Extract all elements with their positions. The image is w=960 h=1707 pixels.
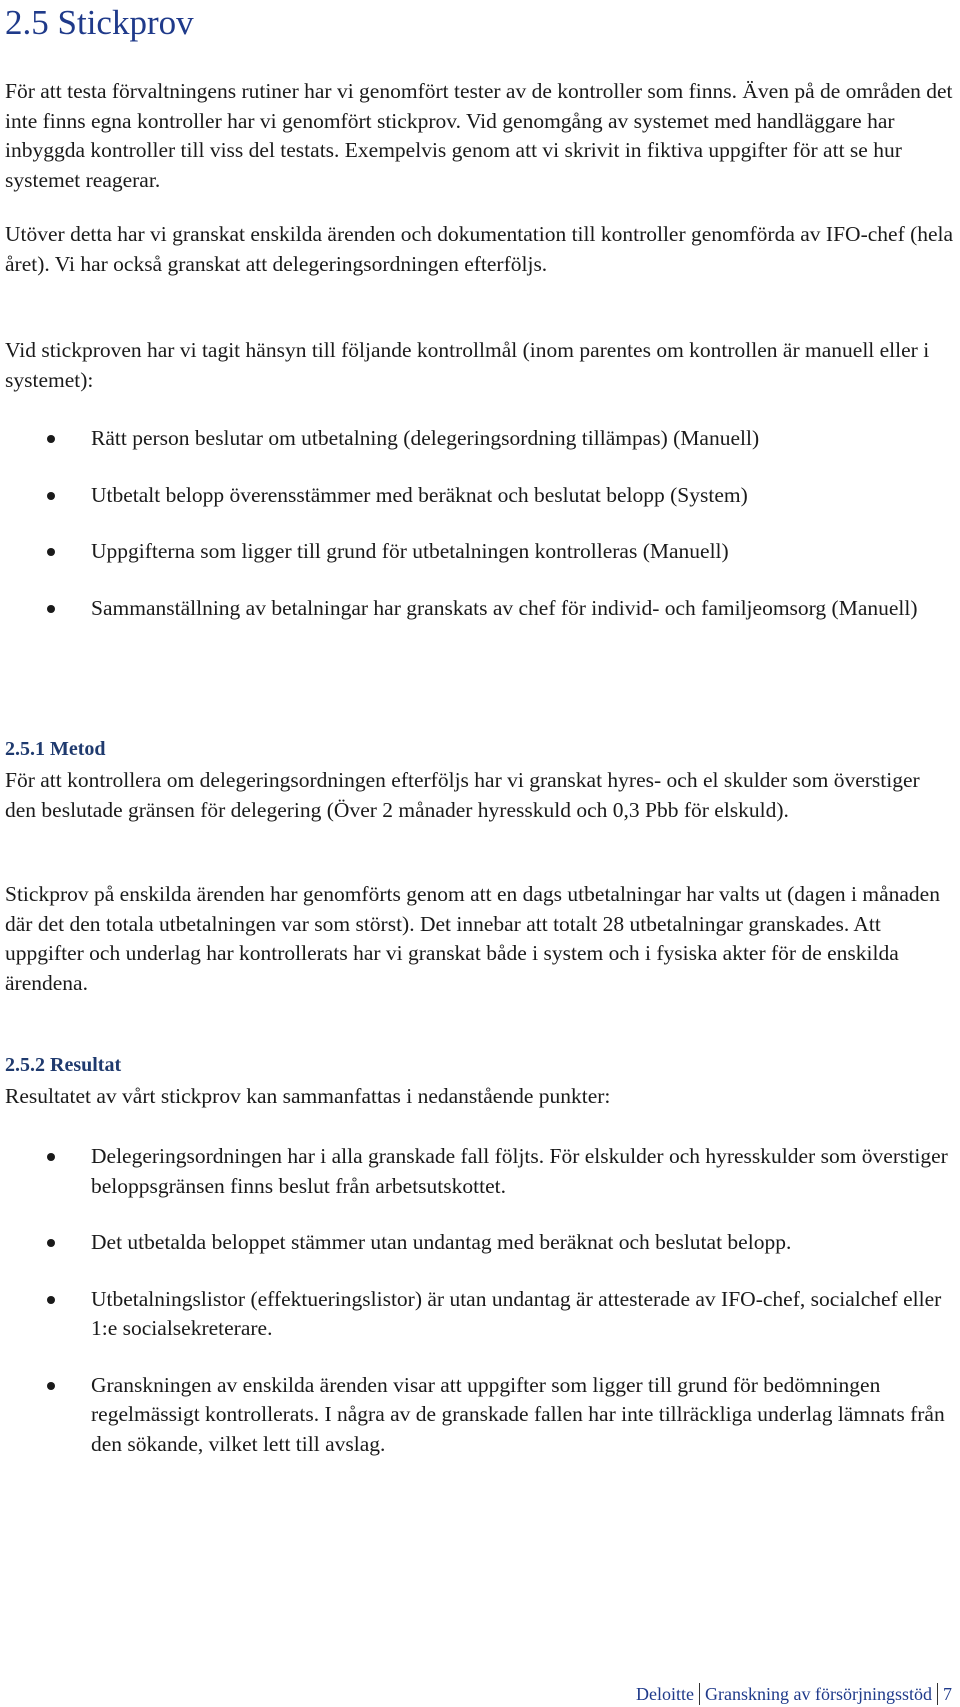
paragraph-intro: För att testa förvaltningens rutiner har vi genomfört tester av de kontroller som finns. Även på de områden det inte finns egna kontroller har vi genomfört stickprov. Vid genomgång av systemet med handläggare har inbyggda kontroller till viss del testats. Exempelvis genom att vi skrivit in fiktiva uppgifter för att se hur systemet reagerar. xyxy=(5,79,953,192)
paragraph-metod-2: Stickprov på enskilda ärenden har genomförts genom att en dags utbetalningar har valts ut (dagen i månaden där det den totala utbetalningen var som störst). Det innebar att totalt 28 utbetalningar granskades. Att uppgifter och underlag har kontrollerats har vi granskat både i system och i fysiska akter för de enskilda ärendena. xyxy=(5,882,940,995)
bullet-icon xyxy=(47,548,55,556)
resultat-heading: 2.5.2 Resultat xyxy=(5,1054,122,1076)
list-item: Utbetalt belopp överensstämmer med beräknat och beslutat belopp (System) xyxy=(0,481,951,511)
list-item: Sammanställning av betalningar har granskats av chef för individ- och familjeomsorg (Manuell) xyxy=(0,594,951,624)
footer-divider xyxy=(937,1683,938,1705)
list-item: Delegeringsordningen har i alla granskade fall följts. För elskulder och hyresskulder som överstiger beloppsgränsen finns beslut från arbetsutskottet. xyxy=(0,1142,951,1201)
list-item: Rätt person beslutar om utbetalning (delegeringsordning tillämpas) (Manuell) xyxy=(0,424,951,454)
paragraph-resultat-intro: Resultatet av vårt stickprov kan sammanfattas i nedanstående punkter: xyxy=(5,1084,611,1108)
list-item: Det utbetalda beloppet stämmer utan undantag med beräknat och beslutat belopp. xyxy=(0,1228,951,1258)
bullet-icon xyxy=(47,1239,55,1247)
list-item: Utbetalningslistor (effektueringslistor) är utan undantag är attesterade av IFO-chef, socialchef eller 1:e socialsekreterare. xyxy=(0,1285,951,1344)
bullet-icon xyxy=(47,1382,55,1390)
bullet-icon xyxy=(47,435,55,443)
resultat-list xyxy=(0,1142,960,1459)
list-item: Granskningen av enskilda ärenden visar att uppgifter som ligger till grund för bedömningen regelmässigt kontrollerats. I några av de granskade fallen har inte tillräckliga underlag lämnats från den sökande, vilket lett till avslag. xyxy=(0,1371,951,1460)
paragraph-control-goals: Vid stickproven har vi tagit hänsyn till följande kontrollmål (inom parentes om kontrollen är manuell eller i systemet): xyxy=(5,338,930,392)
footer-company: Deloitte xyxy=(636,1684,695,1704)
list-item: Uppgifterna som ligger till grund för utbetalningen kontrolleras (Manuell) xyxy=(0,537,951,567)
footer-page-number: 7 xyxy=(943,1684,952,1704)
control-goals-list xyxy=(0,424,960,623)
page-footer xyxy=(636,1683,952,1705)
paragraph-metod-1: För att kontrollera om delegeringsordningen efterföljs har vi granskat hyres- och el skulder som överstiger den beslutade gränsen för delegering (Över 2 månader hyresskuld och 0,3 Pbb för elskuld). xyxy=(5,768,920,822)
footer-doc-title: Granskning av försörjningsstöd xyxy=(705,1684,932,1704)
paragraph-review: Utöver detta har vi granskat enskilda ärenden och dokumentation till kontroller genomförda av IFO-chef (hela året). Vi har också granskat att delegeringsordningen efterföljs. xyxy=(5,222,954,276)
section-title: 2.5 Stickprov xyxy=(5,3,194,42)
bullet-icon xyxy=(47,492,55,500)
footer-divider xyxy=(699,1683,700,1705)
bullet-icon xyxy=(47,1296,55,1304)
metod-heading: 2.5.1 Metod xyxy=(5,738,106,760)
bullet-icon xyxy=(47,1153,55,1161)
bullet-icon xyxy=(47,605,55,613)
